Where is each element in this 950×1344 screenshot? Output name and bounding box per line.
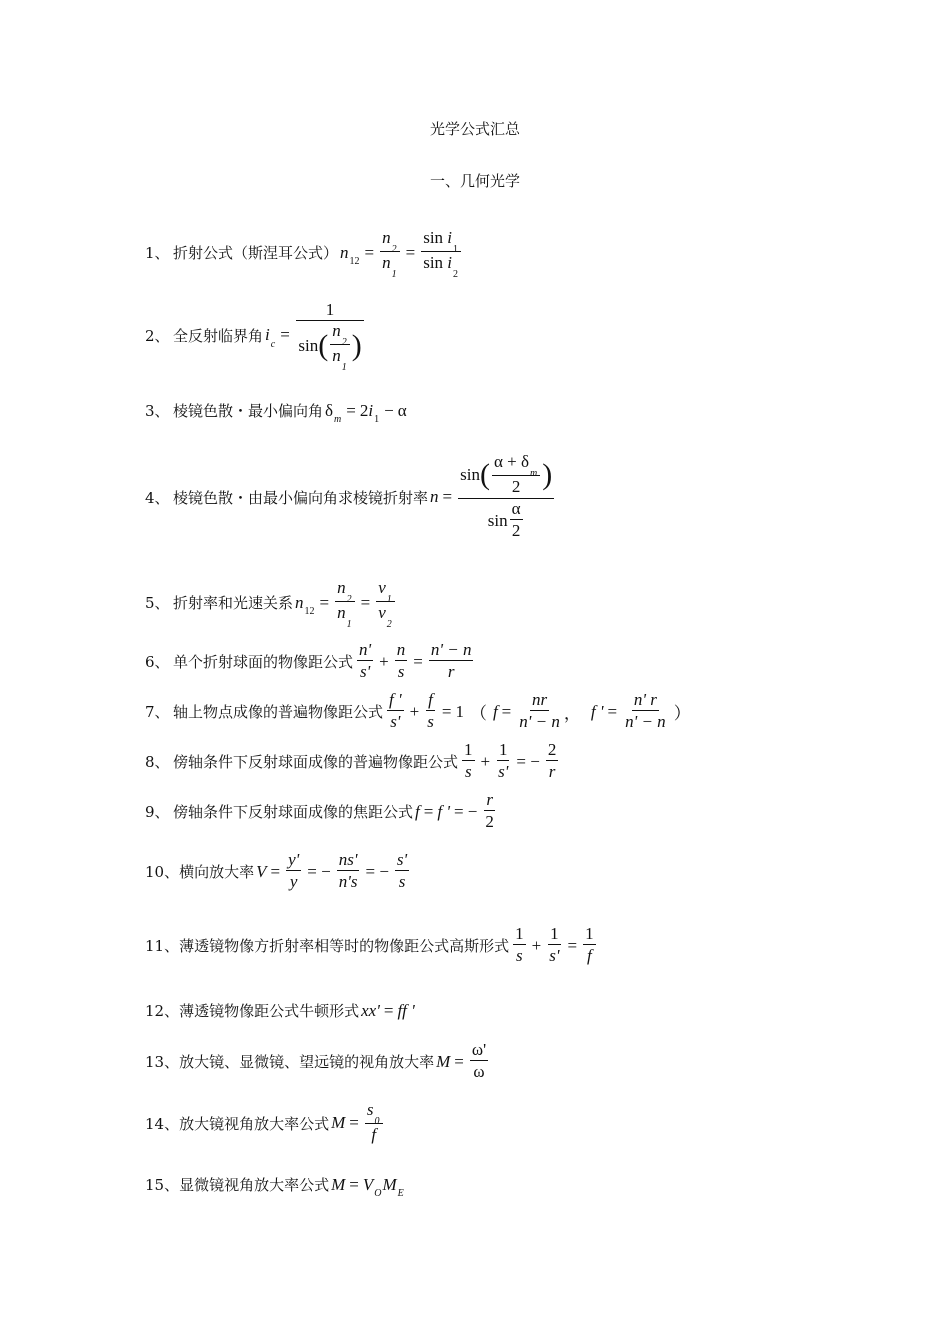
item-number: 3、 bbox=[145, 402, 170, 420]
item-number: 6、 bbox=[145, 653, 170, 671]
item-number: 8、 bbox=[145, 753, 170, 771]
item-description: 棱镜色散・由最小偏向角求棱镜折射率 bbox=[173, 488, 429, 507]
formula: xx' = ff ' bbox=[361, 1000, 415, 1020]
formula: f = f ' = − $\frac{r}{2}$ bbox=[415, 790, 494, 831]
formula: $\frac{f '}{s'}$ + $\frac{f}{s}$ = 1 （ f = $\frac{nr}{n' - n}$ ， f ' = $\frac{n' r}{n' - n}$ ） bbox=[389, 690, 691, 731]
item-description: 薄透镜物像方折射率相等时的物像距公式高斯形式 bbox=[179, 937, 510, 955]
item-number: 2、 bbox=[145, 326, 170, 345]
item-description: 显微镜视角放大率公式 bbox=[179, 1176, 330, 1194]
formula-item-1 bbox=[145, 228, 463, 280]
formula: n 12 = $\frac{n_2}{n_1}$ = $\frac{\sin i_1}{\sin i_2}$ bbox=[340, 228, 463, 277]
formula-item-10 bbox=[145, 850, 411, 893]
formula: $\frac{1}{s}$ + $\frac{1}{s'}$ = − $\frac{2}{r}$ bbox=[464, 740, 557, 781]
item-description: 傍轴条件下反射球面成像的普遍物像距公式 bbox=[173, 753, 459, 771]
formula-item-3 bbox=[145, 400, 407, 425]
formula: V = $\frac{y'}{y}$ = − $\frac{ns'}{n's}$ = − $\frac{s'}{s}$ bbox=[256, 850, 408, 891]
formula: $\frac{1}{s}$ + $\frac{1}{s'}$ = $\frac{1}{f}$ bbox=[515, 924, 594, 965]
item-number: 13、 bbox=[145, 1053, 180, 1071]
item-number: 11、 bbox=[145, 937, 180, 955]
formula-item-8 bbox=[145, 740, 560, 783]
formula: i c = 1 sin ( $\frac{n_2}{n_1}$ ) bbox=[265, 300, 366, 370]
formula: n 12 = $\frac{n_2}{n_1}$ = $\frac{v_1}{v_2}$ bbox=[295, 578, 397, 627]
formula-item-12 bbox=[145, 1000, 415, 1021]
formula: $\frac{n'}{s'}$ + $\frac{n}{s}$ = $\frac{n' - n}{r}$ bbox=[359, 640, 472, 681]
item-number: 15、 bbox=[145, 1176, 180, 1194]
item-description: 全反射临界角 bbox=[173, 326, 264, 345]
formula-item-11 bbox=[145, 924, 598, 967]
formula-item-2 bbox=[145, 300, 366, 373]
formula-item-7 bbox=[145, 690, 691, 733]
formula: δ m = 2 i 1 − α bbox=[325, 400, 407, 425]
formula-item-4 bbox=[145, 452, 556, 542]
formula-item-9 bbox=[145, 790, 498, 833]
item-description: 单个折射球面的物像距公式 bbox=[173, 653, 354, 671]
item-number: 7、 bbox=[145, 703, 170, 721]
item-number: 1、 bbox=[145, 244, 170, 262]
formula-item-5 bbox=[145, 578, 397, 630]
item-description: 放大镜、显微镜、望远镜的视角放大率 bbox=[179, 1053, 435, 1071]
page-title: 光学公式汇总 bbox=[429, 120, 520, 138]
item-description: 薄透镜物像距公式牛顿形式 bbox=[179, 1002, 360, 1020]
item-description: 折射率和光速关系 bbox=[173, 594, 294, 612]
formula: M = $\frac{\omega'}{\omega}$ bbox=[436, 1040, 487, 1081]
item-number: 10、 bbox=[145, 863, 180, 881]
item-number: 9、 bbox=[145, 803, 170, 821]
item-number: 14、 bbox=[145, 1114, 180, 1133]
formula: n = sin ( $\frac{\alpha + \delta_m}{2}$ ) sin $\frac{\alpha}{2}$ bbox=[430, 452, 553, 540]
item-description: 横向放大率 bbox=[179, 863, 255, 881]
item-description: 傍轴条件下反射球面成像的焦距公式 bbox=[173, 803, 414, 821]
item-description: 轴上物点成像的普遍物像距公式 bbox=[173, 703, 384, 721]
formula-item-6 bbox=[145, 640, 475, 683]
section-title: 一、几何光学 bbox=[429, 172, 520, 190]
item-description: 放大镜视角放大率公式 bbox=[179, 1114, 330, 1133]
item-number: 4、 bbox=[145, 488, 170, 507]
item-number: 12、 bbox=[145, 1002, 180, 1020]
formula-item-13 bbox=[145, 1040, 490, 1083]
formula: M = V O M E bbox=[331, 1174, 404, 1199]
formula: M = $\frac{s_0}{f}$ bbox=[331, 1100, 384, 1146]
item-description: 折射公式（斯涅耳公式） bbox=[173, 244, 339, 262]
item-number: 5、 bbox=[145, 594, 170, 612]
formula-item-14 bbox=[145, 1100, 385, 1146]
item-description: 棱镜色散・最小偏向角 bbox=[173, 402, 324, 420]
formula-item-15 bbox=[145, 1174, 405, 1199]
